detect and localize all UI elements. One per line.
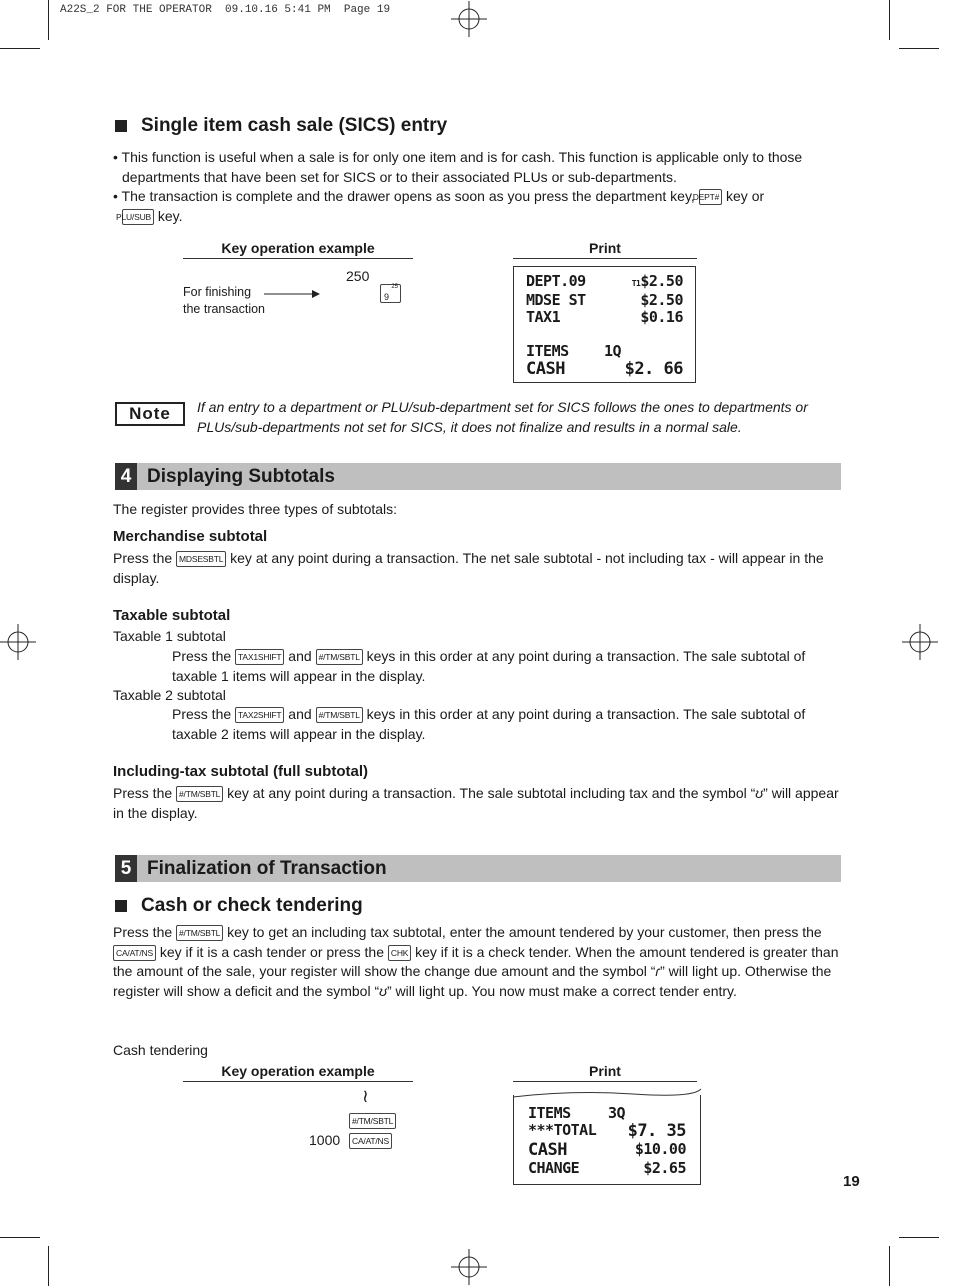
receipt-row: CASH $10.00 bbox=[528, 1140, 686, 1160]
registration-mark-icon bbox=[0, 624, 36, 660]
chk-key-icon: CHK bbox=[388, 945, 411, 961]
crop-mark bbox=[889, 0, 890, 40]
subtotal-symbol-icon: ʊ bbox=[755, 785, 764, 801]
sics-receipt bbox=[513, 266, 696, 383]
tm-sbtl-key-icon: #/TM/SBTL bbox=[176, 925, 223, 941]
key-operation-header: Key operation example bbox=[183, 240, 413, 259]
key-operation-header: Key operation example bbox=[183, 1063, 413, 1082]
taxable-2-text: Press the TAX2SHIFT and #/TM/SBTL keys in this order at any point during a transaction. The sale subtotal of taxable 2 items will appear in the display. bbox=[172, 706, 806, 742]
note-text: If an entry to a department or PLU/sub-department set for SICS follows the ones to departments or PLUs/sub-departments not set for SICS, it does not finalize and results in a normal sale. bbox=[197, 399, 808, 435]
ca-at-ns-key-icon: CA/AT/NS bbox=[113, 945, 156, 961]
section-number: 4 bbox=[115, 463, 137, 490]
crop-mark bbox=[0, 1237, 40, 1238]
receipt-row: DEPT.09 T1$2.50 bbox=[526, 272, 683, 290]
including-tax-text: Press the #/TM/SBTL key at any point during a transaction. The sale subtotal including tax and the symbol “ʊ” will appear in the display. bbox=[113, 785, 839, 821]
receipt-row: ITEMS 1Q bbox=[526, 342, 622, 360]
print-header: Print bbox=[513, 1063, 697, 1082]
crop-mark bbox=[0, 48, 40, 49]
taxable-1-text: Press the TAX1SHIFT and #/TM/SBTL keys in this order at any point during a transaction. The sale subtotal of taxable 1 items will appear in the display. bbox=[172, 648, 806, 684]
section-4-bar bbox=[115, 463, 841, 490]
finishing-note: For finishing the transaction bbox=[183, 285, 265, 316]
section-title: Displaying Subtotals bbox=[147, 465, 335, 487]
plu-sub-key-icon: PLU/SUB bbox=[122, 209, 154, 225]
registration-mark-icon bbox=[451, 1249, 487, 1285]
cash-tendering-label: Cash tendering bbox=[113, 1042, 208, 1058]
merch-subtotal-heading: Merchandise subtotal bbox=[113, 528, 268, 545]
receipt-row: CHANGE $2.65 bbox=[528, 1159, 686, 1177]
cash-check-title: Cash or check tendering bbox=[115, 895, 363, 917]
ca-at-ns-key-icon: CA/AT/NS bbox=[349, 1132, 392, 1149]
note-label: Note bbox=[115, 402, 185, 426]
tendering-text: Press the #/TM/SBTL key to get an including tax subtotal, enter the amount tendered by your customer, then press the CA/AT/NS key if it is a cash tender or press the CHK key if it is a check tender. When the amount tendered is greater than the amount of the sale, your register will show the change due amount and the symbol “ɾ” will light up. Otherwise the register will show a deficit and the symbol “ʊ” will light up. You now must make a correct tender entry. bbox=[113, 924, 839, 999]
receipt-row: ***TOTAL $7. 35 bbox=[528, 1121, 686, 1141]
registration-mark-icon bbox=[451, 1, 487, 37]
receipt-row: TAX1 $0.16 bbox=[526, 308, 683, 326]
subtotal-intro: The register provides three types of subtotals: bbox=[113, 501, 398, 517]
tender-amount: 1000 bbox=[309, 1132, 341, 1148]
tm-sbtl-key-icon: #/TM/SBTL bbox=[316, 707, 363, 723]
tm-sbtl-key-icon: #/TM/SBTL bbox=[316, 649, 363, 665]
torn-edge-icon bbox=[513, 1088, 701, 1098]
merch-subtotal-text: Press the MDSESBTL key at any point during a transaction. The net sale subtotal - not including tax - will appear in the display. bbox=[113, 550, 824, 586]
numeric-key-icon: 25 9 bbox=[380, 284, 401, 303]
tm-sbtl-key-icon: #/TM/SBTL bbox=[176, 786, 223, 802]
sics-bullet-2: • The transaction is complete and the drawer opens as soon as you press the department key, DEPT# key or PLU/SUB key. bbox=[113, 188, 765, 224]
dept-key-icon: DEPT# bbox=[699, 189, 722, 205]
section-number: 5 bbox=[115, 855, 137, 882]
print-header-line: A22S_2 FOR THE OPERATOR 09.10.16 5:41 PM Page 19 bbox=[60, 4, 391, 16]
sics-bullet-1: • This function is useful when a sale is for only one item and is for cash. This function is applicable only to those departments that have been set for SICS or to their associated PLUs or sub-departments. bbox=[113, 149, 803, 185]
mdse-sbtl-key-icon: MDSESBTL bbox=[176, 551, 226, 567]
crop-mark bbox=[889, 1246, 890, 1286]
sics-section-title: Single item cash sale (SICS) entry bbox=[115, 115, 447, 137]
section-5-bar bbox=[115, 855, 841, 882]
change-symbol-icon: ɾ bbox=[655, 963, 661, 980]
tm-sbtl-key-icon: #/TM/SBTL bbox=[349, 1112, 396, 1129]
crop-mark bbox=[899, 1237, 939, 1238]
tilde-icon: ≀ bbox=[362, 1086, 369, 1106]
tax1-shift-key-icon: TAX1SHIFT bbox=[235, 649, 284, 665]
sics-bullets bbox=[113, 148, 848, 226]
receipt-row: CASH $2. 66 bbox=[526, 359, 683, 379]
registration-mark-icon bbox=[902, 624, 938, 660]
crop-mark bbox=[48, 1246, 49, 1286]
page-number: 19 bbox=[843, 1173, 860, 1190]
taxable-2-label: Taxable 2 subtotal bbox=[113, 687, 226, 703]
square-bullet-icon bbox=[115, 120, 127, 132]
taxable-subtotal-heading: Taxable subtotal bbox=[113, 607, 231, 624]
receipt-row: MDSE ST $2.50 bbox=[526, 291, 683, 309]
sics-amount: 250 bbox=[346, 268, 370, 284]
square-bullet-icon bbox=[115, 900, 127, 912]
deficit-symbol-icon: ʊ bbox=[379, 982, 387, 999]
crop-mark bbox=[48, 0, 49, 40]
crop-mark bbox=[899, 48, 939, 49]
cash-receipt bbox=[513, 1095, 701, 1185]
taxable-1-label: Taxable 1 subtotal bbox=[113, 628, 226, 644]
print-header: Print bbox=[513, 240, 697, 259]
including-tax-heading: Including-tax subtotal (full subtotal) bbox=[113, 763, 368, 780]
section-title: Finalization of Transaction bbox=[147, 857, 387, 879]
tax2-shift-key-icon: TAX2SHIFT bbox=[235, 707, 284, 723]
receipt-row: ITEMS 3Q bbox=[528, 1104, 626, 1122]
arrow-right-icon bbox=[264, 289, 320, 299]
